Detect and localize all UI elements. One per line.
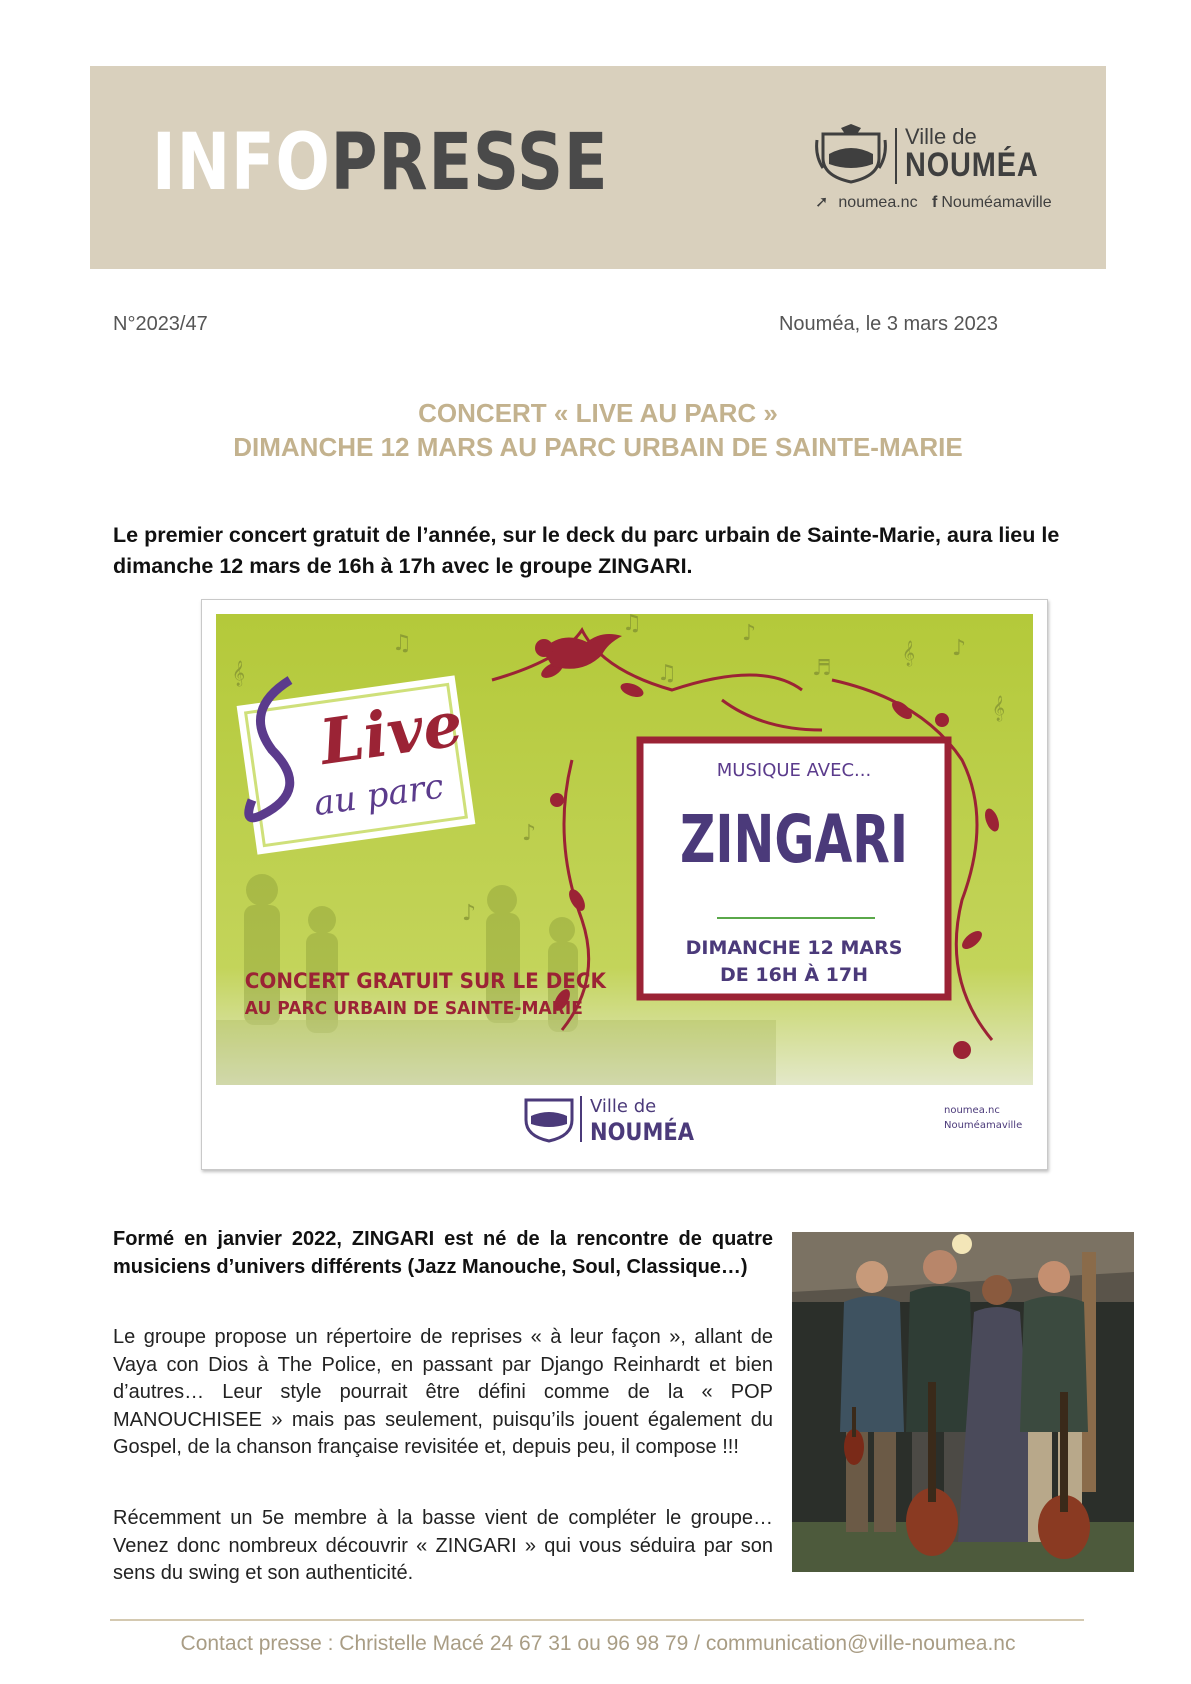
svg-text:♫: ♫ bbox=[657, 661, 677, 686]
band-photo bbox=[792, 1232, 1134, 1572]
svg-text:𝄞: 𝄞 bbox=[232, 661, 246, 686]
poster-date-line-2: DE 16H À 17H bbox=[720, 964, 868, 986]
noumea-crest-icon bbox=[815, 124, 887, 184]
city-name-label: NOUMÉA bbox=[905, 146, 1039, 184]
facebook-icon: f bbox=[932, 194, 938, 211]
title-line-1: CONCERT « LIVE AU PARC » bbox=[418, 398, 778, 428]
svg-text:♫: ♫ bbox=[622, 611, 642, 636]
poster-date-line-1: DIMANCHE 12 MARS bbox=[685, 937, 903, 959]
city-ville-label: Ville de bbox=[905, 124, 977, 149]
footer-rule bbox=[110, 1619, 1084, 1621]
intro-paragraph: Formé en janvier 2022, ZINGARI est né de la rencontre de quatre musiciens d’univers différents (Jazz Manouche, Soul, Classique…) bbox=[113, 1228, 773, 1278]
promo-line-1: CONCERT GRATUIT SUR LE DECK bbox=[244, 968, 606, 994]
svg-text:♪: ♪ bbox=[952, 636, 967, 661]
promo-line-2: AU PARC URBAIN DE SAINTE-MARIE bbox=[244, 998, 583, 1020]
live-au-parc-logo bbox=[237, 675, 476, 854]
title-line-2: DIMANCHE 12 MARS AU PARC URBAIN DE SAINTE-MARIE bbox=[233, 432, 963, 462]
lead-paragraph: Le premier concert gratuit de l’année, sur le deck du parc urbain de Sainte-Marie, aura lieu le dimanche 12 mars de 16h à 17h avec le groupe ZINGARI. bbox=[113, 523, 1060, 578]
svg-text:♪: ♪ bbox=[742, 621, 757, 646]
poster-website: noumea.nc bbox=[944, 1105, 1000, 1116]
ville-de-noumea-logo bbox=[815, 124, 1055, 214]
press-release-number: N°2023/47 bbox=[113, 313, 208, 335]
svg-text:♪: ♪ bbox=[522, 821, 537, 846]
svg-text:♬: ♬ bbox=[812, 656, 832, 681]
logo-live-text: Live bbox=[315, 686, 468, 779]
brand-presse: PRESSE bbox=[330, 118, 609, 208]
band-name: ZINGARI bbox=[680, 801, 908, 878]
brand-info: INFO bbox=[152, 118, 331, 208]
musique-avec: MUSIQUE AVEC... bbox=[716, 760, 872, 781]
svg-text:♪: ♪ bbox=[462, 901, 477, 926]
body-paragraph-1: Le groupe propose un répertoire de reprises « à leur façon », allant de Vaya con Dios à The Police, en passant par Django Reinhardt et bien d’autres… Leur style pourrait être défini comme de la « POP MANOUCHISEE » mais pas seulement, puisqu’ils jouent également du Gospel, de la chanson française revisitée et, depuis peu, il compose !!! bbox=[113, 1326, 773, 1458]
logo-au-parc-text: au parc bbox=[311, 766, 447, 825]
header-band bbox=[90, 66, 1106, 269]
body-paragraph-2: Récemment un 5e membre à la basse vient de compléter le groupe… Venez donc nombreux découvrir « ZINGARI » qui vous séduira par son sens du swing et son authenticité. bbox=[113, 1507, 773, 1584]
logo-divider bbox=[895, 128, 897, 184]
dateline: Nouméa, le 3 mars 2023 bbox=[778, 313, 998, 335]
concert-poster bbox=[201, 599, 1048, 1170]
svg-text:𝄞: 𝄞 bbox=[992, 696, 1006, 721]
website-icon: ➚ bbox=[815, 194, 829, 211]
poster-facebook: Nouméamaville bbox=[944, 1120, 1023, 1131]
svg-text:𝄞: 𝄞 bbox=[902, 641, 916, 666]
city-links bbox=[815, 192, 1062, 212]
website-link[interactable]: noumea.nc bbox=[838, 194, 918, 211]
info-presse-logo bbox=[152, 118, 609, 208]
svg-text:♫: ♫ bbox=[392, 631, 412, 656]
poster-artwork bbox=[202, 600, 1047, 1169]
press-contact: Contact presse : Christelle Macé 24 67 31 ou 96 98 79 / communication@ville-noumea.nc bbox=[180, 1632, 1016, 1655]
facebook-link[interactable]: Nouméamaville bbox=[941, 194, 1052, 211]
poster-ville-label: Ville de bbox=[590, 1096, 657, 1117]
poster-city-name: NOUMÉA bbox=[590, 1118, 709, 1146]
